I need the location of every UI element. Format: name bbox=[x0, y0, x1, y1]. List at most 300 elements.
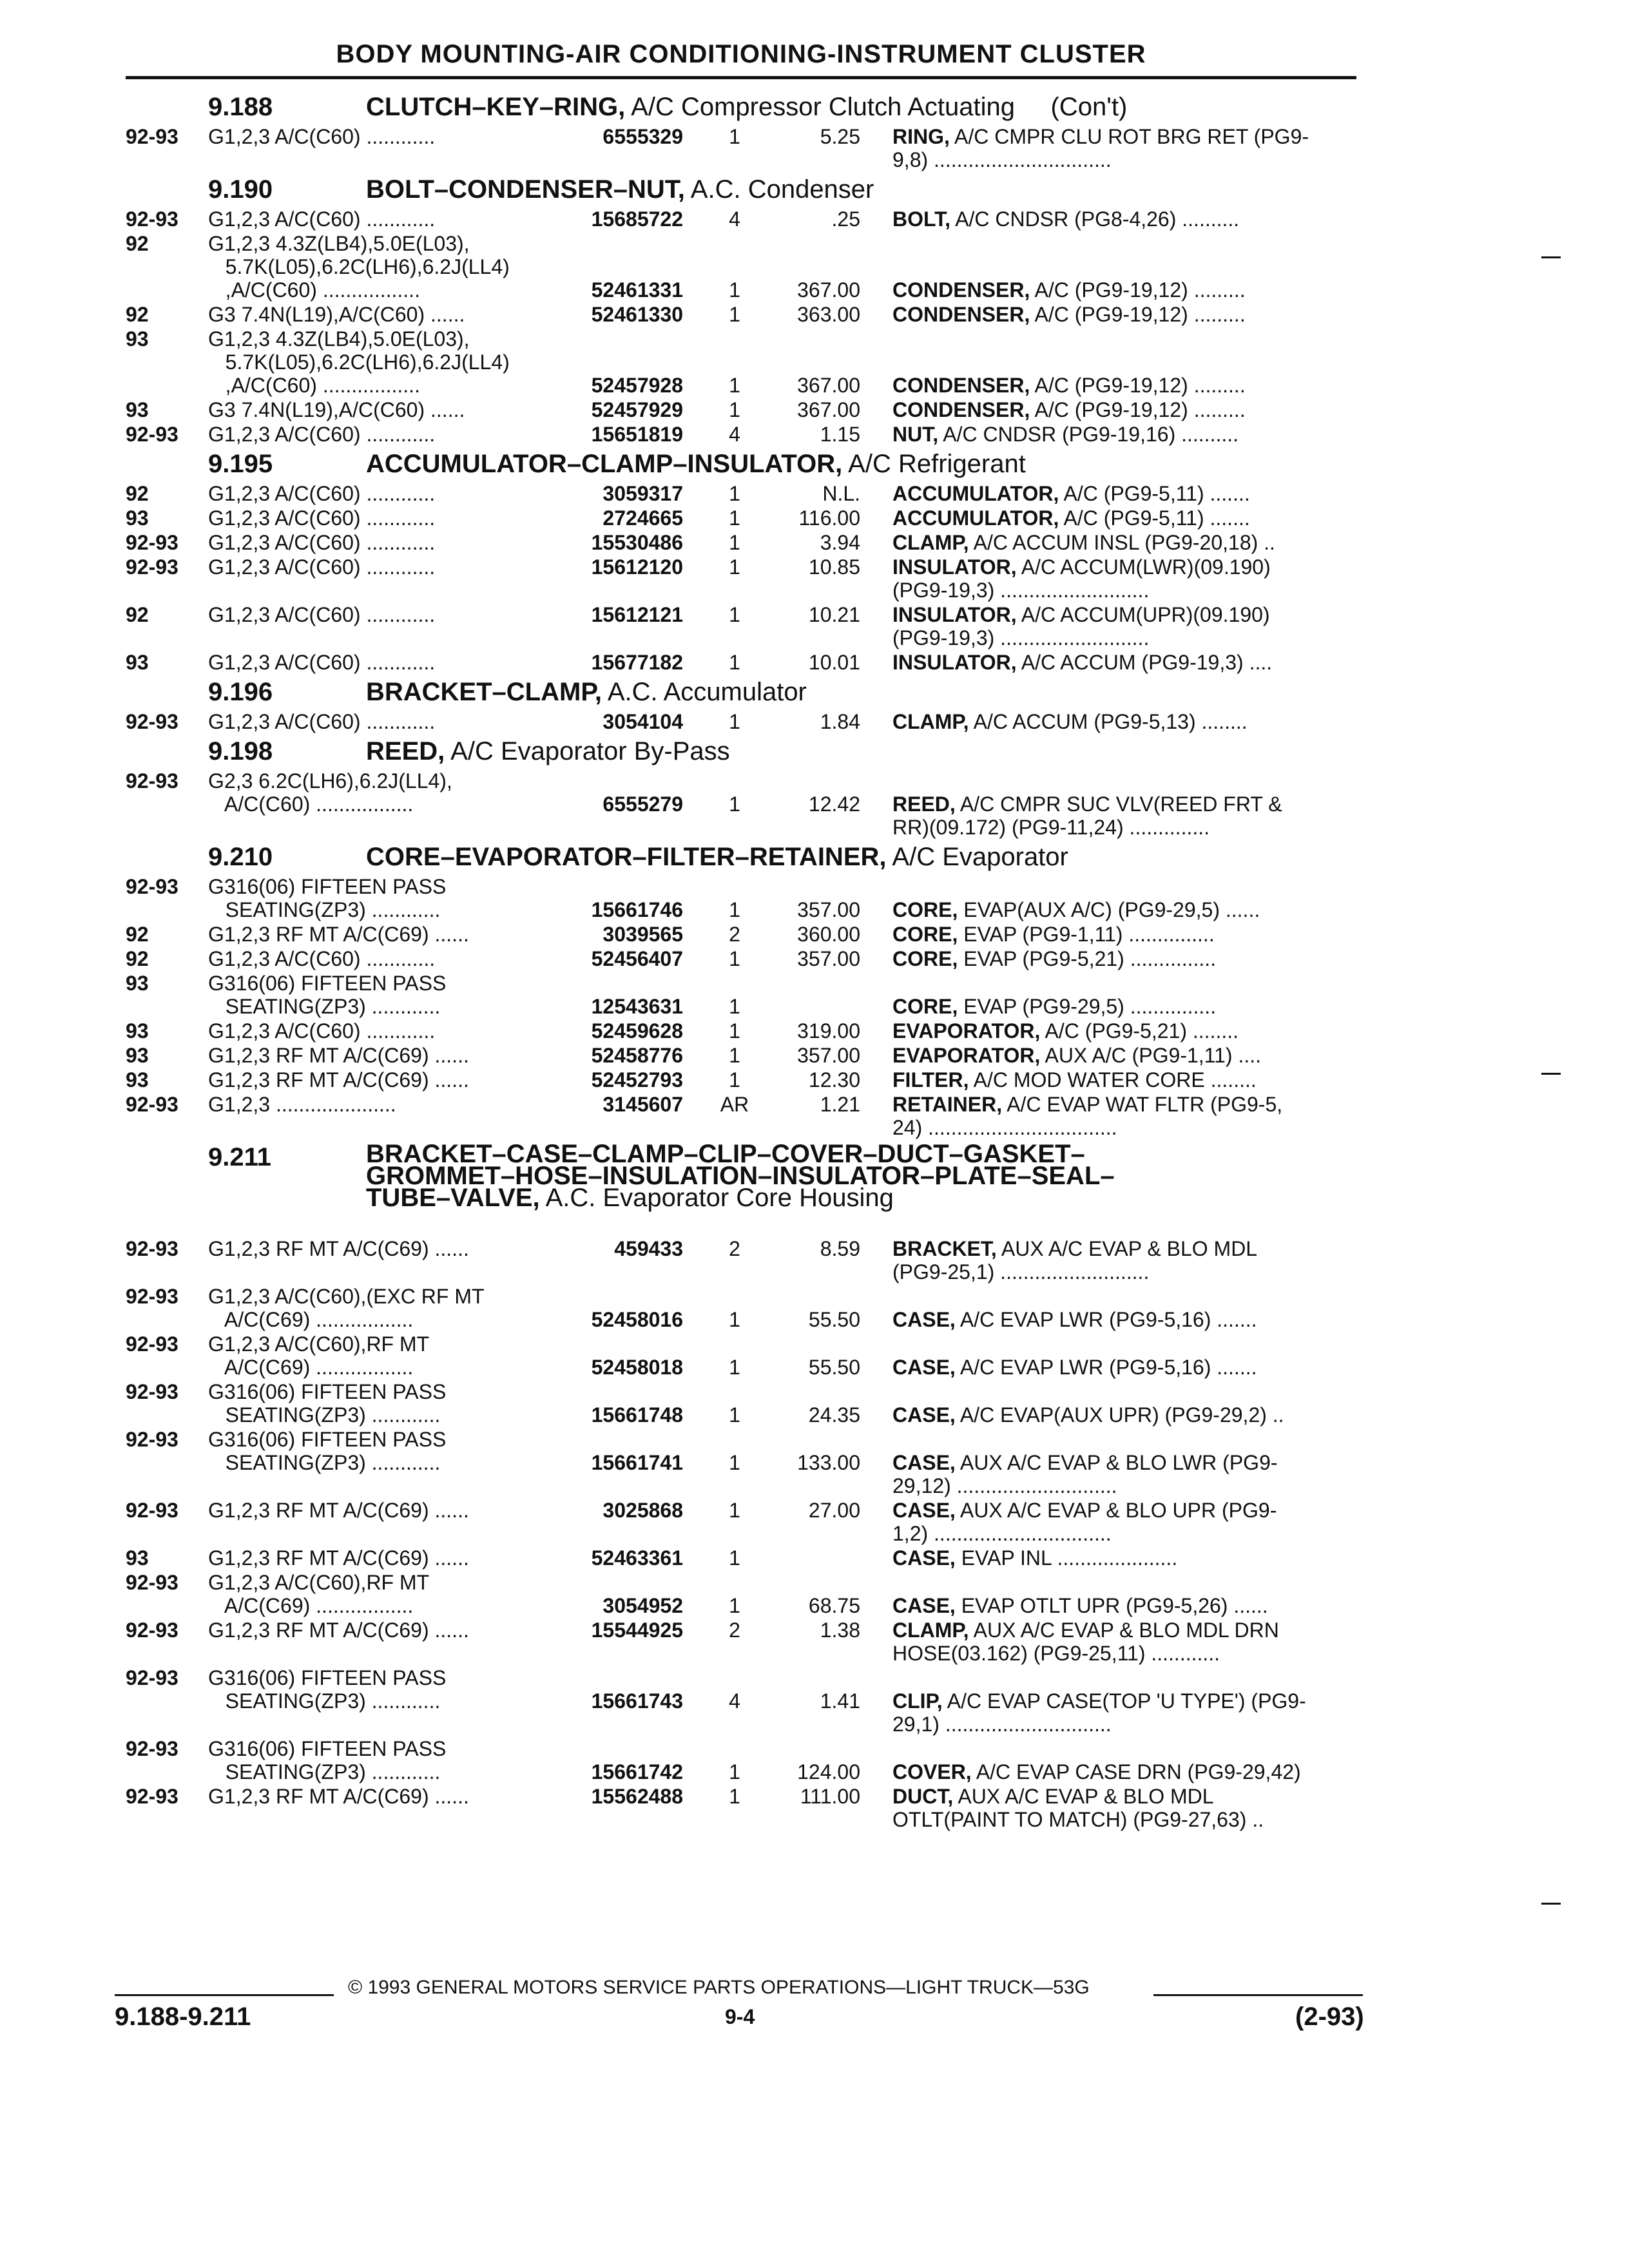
application-description: G1,2,3 A/C(C60) ............ bbox=[208, 207, 436, 231]
part-number: 3025868 bbox=[602, 1499, 683, 1522]
part-row bbox=[126, 1785, 1373, 1832]
part-name-detail: A/C MOD WATER CORE ........ bbox=[969, 1068, 1257, 1091]
part-name bbox=[892, 947, 1216, 970]
application-description: G316(06) FIFTEEN PASS SEATING(ZP3) ............ bbox=[208, 1666, 447, 1713]
price: 1.15 bbox=[820, 423, 860, 446]
part-number: 2724665 bbox=[602, 506, 683, 530]
application-description: G1,2,3 A/C(C60) ............ bbox=[208, 423, 436, 446]
price: 367.00 bbox=[797, 398, 860, 421]
part-name-detail: A/C EVAP LWR (PG9-5,16) ....... bbox=[955, 1308, 1257, 1331]
model-year: 92-93 bbox=[126, 1785, 178, 1808]
part-row bbox=[126, 1332, 1373, 1380]
part-row bbox=[126, 398, 1373, 423]
quantity: 1 bbox=[729, 1499, 740, 1522]
part-name bbox=[892, 710, 1248, 733]
part-number: 3059317 bbox=[602, 482, 683, 505]
application-description: G1,2,3 A/C(C60) ............ bbox=[208, 651, 436, 674]
margin-mark bbox=[1541, 1903, 1561, 1905]
part-number: 15661741 bbox=[591, 1451, 683, 1474]
section-title-description: A.C. Condenser bbox=[684, 175, 874, 204]
part-row bbox=[126, 506, 1373, 531]
part-name bbox=[892, 793, 1282, 839]
model-year: 92 bbox=[126, 947, 149, 970]
section-heading bbox=[126, 675, 1373, 710]
section-number: 9.195 bbox=[208, 450, 273, 478]
part-row bbox=[126, 947, 1373, 972]
part-row bbox=[126, 1619, 1373, 1666]
price: 27.00 bbox=[808, 1499, 860, 1522]
application-description: G1,2,3 A/C(C60),(EXC RF MT A/C(C69) ................. bbox=[208, 1285, 485, 1331]
part-number: 52457929 bbox=[591, 398, 683, 421]
section-number: 9.196 bbox=[208, 678, 273, 706]
quantity: 1 bbox=[729, 898, 740, 921]
part-row bbox=[126, 482, 1373, 506]
section-heading bbox=[126, 840, 1373, 875]
quantity: 1 bbox=[729, 506, 740, 530]
quantity: 1 bbox=[729, 278, 740, 302]
part-row bbox=[126, 303, 1373, 327]
section-title-keywords: BOLT–CONDENSER–NUT, bbox=[366, 175, 685, 204]
application-description: G1,2,3 A/C(C60) ............ bbox=[208, 482, 436, 505]
model-year: 92 bbox=[126, 923, 149, 946]
price: 3.94 bbox=[820, 531, 860, 554]
quantity: 1 bbox=[729, 710, 740, 733]
application-description: G1,2,3 A/C(C60),RF MT A/C(C69) ................. bbox=[208, 1571, 430, 1617]
part-name-detail: A/C ACCUM(UPR)(09.190) (PG9-19,3) .......................... bbox=[892, 603, 1270, 649]
model-year: 92-93 bbox=[126, 1380, 178, 1403]
application-description: G3 7.4N(L19),A/C(C60) ...... bbox=[208, 303, 465, 326]
part-name-detail: A/C ACCUM (PG9-19,3) .... bbox=[1016, 651, 1273, 674]
price: 55.50 bbox=[808, 1308, 860, 1331]
part-name bbox=[892, 995, 1216, 1018]
quantity: 1 bbox=[729, 125, 740, 148]
part-name-keyword: FILTER, bbox=[892, 1068, 969, 1091]
footer-rule-left bbox=[115, 1994, 334, 1996]
section-number: 9.211 bbox=[208, 1143, 271, 1171]
model-year: 93 bbox=[126, 1019, 149, 1043]
quantity: 1 bbox=[729, 374, 740, 397]
quantity: 1 bbox=[729, 1019, 740, 1043]
part-number: 52463361 bbox=[591, 1546, 683, 1570]
price: 319.00 bbox=[797, 1019, 860, 1043]
part-name-detail: A/C EVAP(AUX UPR) (PG9-29,2) .. bbox=[955, 1403, 1284, 1427]
part-row bbox=[126, 923, 1373, 947]
section-title bbox=[366, 678, 807, 707]
part-row bbox=[126, 1380, 1373, 1428]
quantity: 1 bbox=[729, 793, 740, 816]
model-year: 92-93 bbox=[126, 1237, 178, 1260]
part-name-keyword: CASE, bbox=[892, 1499, 956, 1522]
part-name-keyword: BOLT, bbox=[892, 207, 951, 231]
quantity: 1 bbox=[729, 1451, 740, 1474]
model-year: 92-93 bbox=[126, 555, 178, 579]
part-name bbox=[892, 207, 1239, 231]
model-year: 92-93 bbox=[126, 531, 178, 554]
quantity: 1 bbox=[729, 1403, 740, 1427]
model-year: 93 bbox=[126, 651, 149, 674]
application-description: G1,2,3 ..................... bbox=[208, 1093, 396, 1116]
section-number: 9.210 bbox=[208, 843, 273, 871]
footer-section-range: 9.188-9.211 bbox=[115, 2003, 251, 2031]
part-row bbox=[126, 232, 1373, 303]
price: 357.00 bbox=[797, 898, 860, 921]
section-heading bbox=[126, 447, 1373, 482]
part-number: 15544925 bbox=[591, 1619, 683, 1642]
part-name-keyword: CORE, bbox=[892, 923, 958, 946]
quantity: 1 bbox=[729, 482, 740, 505]
section-heading bbox=[126, 173, 1373, 207]
part-name-keyword: CORE, bbox=[892, 995, 958, 1018]
part-name-detail: EVAP (PG9-5,21) ............... bbox=[958, 947, 1217, 970]
part-number: 15661748 bbox=[591, 1403, 683, 1427]
part-name-keyword: EVAPORATOR, bbox=[892, 1019, 1041, 1043]
part-number: 52461330 bbox=[591, 303, 683, 326]
model-year: 92 bbox=[126, 303, 149, 326]
application-description: G1,2,3 A/C(C60) ............ bbox=[208, 710, 436, 733]
part-row bbox=[126, 1019, 1373, 1044]
part-number: 3054952 bbox=[602, 1594, 683, 1617]
quantity: 1 bbox=[729, 603, 740, 626]
price: 367.00 bbox=[797, 374, 860, 397]
application-description: G1,2,3 RF MT A/C(C69) ...... bbox=[208, 1499, 469, 1522]
part-name bbox=[892, 603, 1270, 649]
part-name bbox=[892, 423, 1239, 446]
application-description: G1,2,3 RF MT A/C(C69) ...... bbox=[208, 1044, 469, 1067]
part-name bbox=[892, 303, 1246, 326]
part-number: 15651819 bbox=[591, 423, 683, 446]
part-name bbox=[892, 1093, 1282, 1139]
model-year: 93 bbox=[126, 1546, 149, 1570]
part-name-keyword: INSULATOR, bbox=[892, 651, 1017, 674]
margin-mark bbox=[1541, 256, 1561, 258]
part-name bbox=[892, 1689, 1306, 1736]
price: 1.38 bbox=[820, 1619, 860, 1642]
part-name-keyword: EVAPORATOR, bbox=[892, 1044, 1041, 1067]
section-title-keywords: BRACKET–CASE–CLAMP–CLIP–COVER–DUCT–GASKET– GROMMET–HOSE–INSULATION–INSULATOR–PLATE–SEAL– TUBE–VALVE, bbox=[366, 1140, 1115, 1212]
section-title-description: A/C Refrigerant bbox=[842, 450, 1026, 478]
part-name-detail: A/C EVAP CASE DRN (PG9-29,42) bbox=[971, 1760, 1301, 1783]
part-name-keyword: BRACKET, bbox=[892, 1237, 997, 1260]
section-heading bbox=[126, 1140, 1373, 1237]
part-row bbox=[126, 875, 1373, 923]
part-name-detail: A/C (PG9-19,12) ......... bbox=[1030, 374, 1246, 397]
part-name-keyword: CASE, bbox=[892, 1308, 956, 1331]
price: 8.59 bbox=[820, 1237, 860, 1260]
application-description: G1,2,3 RF MT A/C(C69) ...... bbox=[208, 923, 469, 946]
section-title bbox=[366, 175, 874, 204]
part-name-detail: A/C (PG9-19,12) ......... bbox=[1030, 398, 1246, 421]
model-year: 92-93 bbox=[126, 1332, 178, 1356]
part-name bbox=[892, 1044, 1261, 1067]
price: 124.00 bbox=[797, 1760, 860, 1783]
part-name-detail: A/C (PG9-5,11) ....... bbox=[1059, 482, 1250, 505]
quantity: 1 bbox=[729, 1356, 740, 1379]
model-year: 92-93 bbox=[126, 1499, 178, 1522]
section-title bbox=[366, 1140, 1115, 1212]
model-year: 92-93 bbox=[126, 710, 178, 733]
part-name-keyword: CASE, bbox=[892, 1403, 956, 1427]
part-name-detail: A/C EVAP CASE(TOP 'U TYPE') (PG9- 29,1) ............................. bbox=[892, 1689, 1306, 1736]
quantity: 1 bbox=[729, 1594, 740, 1617]
part-row bbox=[126, 207, 1373, 232]
part-number: 3145607 bbox=[602, 1093, 683, 1116]
part-name-detail: A/C ACCUM(LWR)(09.190) (PG9-19,3) .......................... bbox=[892, 555, 1271, 602]
part-name bbox=[892, 398, 1246, 421]
section-title bbox=[366, 737, 730, 766]
part-name bbox=[892, 125, 1309, 171]
part-name bbox=[892, 923, 1215, 946]
model-year: 93 bbox=[126, 506, 149, 530]
application-description: G316(06) FIFTEEN PASS SEATING(ZP3) ............ bbox=[208, 1737, 447, 1783]
quantity: 1 bbox=[729, 1785, 740, 1808]
section-heading bbox=[126, 90, 1373, 125]
part-name-detail: EVAP INL ..................... bbox=[955, 1546, 1178, 1570]
part-row bbox=[126, 555, 1373, 603]
part-name bbox=[892, 482, 1250, 505]
part-row bbox=[126, 1499, 1373, 1546]
part-name bbox=[892, 1546, 1177, 1570]
quantity: 1 bbox=[729, 1308, 740, 1331]
price: 133.00 bbox=[797, 1451, 860, 1474]
part-name bbox=[892, 1594, 1268, 1617]
model-year: 92-93 bbox=[126, 1666, 178, 1689]
quantity: 1 bbox=[729, 398, 740, 421]
part-name bbox=[892, 651, 1272, 674]
part-name-keyword: CASE, bbox=[892, 1594, 956, 1617]
section-number: 9.190 bbox=[208, 175, 273, 204]
part-number: 3054104 bbox=[602, 710, 683, 733]
part-name-detail: A/C CNDSR (PG8-4,26) .......... bbox=[950, 207, 1240, 231]
part-name-detail: AUX A/C EVAP & BLO LWR (PG9- 29,12) ............................ bbox=[892, 1451, 1278, 1497]
part-name bbox=[892, 1019, 1239, 1043]
model-year: 92-93 bbox=[126, 1619, 178, 1642]
margin-mark bbox=[1541, 1073, 1561, 1075]
part-name bbox=[892, 898, 1260, 921]
part-name-detail: AUX A/C EVAP & BLO UPR (PG9- 1,2) ............................... bbox=[892, 1499, 1277, 1545]
part-name-detail: EVAP (PG9-1,11) ............... bbox=[958, 923, 1215, 946]
part-name bbox=[892, 1356, 1257, 1379]
quantity: 1 bbox=[729, 1760, 740, 1783]
part-name bbox=[892, 506, 1250, 530]
quantity: 1 bbox=[729, 651, 740, 674]
quantity: AR bbox=[720, 1093, 749, 1116]
application-description: G1,2,3 A/C(C60) ............ bbox=[208, 555, 436, 579]
quantity: 4 bbox=[729, 423, 740, 446]
application-description: G1,2,3 A/C(C60) ............ bbox=[208, 506, 436, 530]
footer-copyright: © 1993 GENERAL MOTORS SERVICE PARTS OPERATIONS—LIGHT TRUCK—53G bbox=[348, 1977, 1090, 1998]
part-number: 15677182 bbox=[591, 651, 683, 674]
price: 12.30 bbox=[808, 1068, 860, 1091]
part-number: 52458016 bbox=[591, 1308, 683, 1331]
price: 10.85 bbox=[808, 555, 860, 579]
application-description: G1,2,3 RF MT A/C(C69) ...... bbox=[208, 1785, 469, 1808]
quantity: 1 bbox=[729, 947, 740, 970]
price: 116.00 bbox=[798, 506, 860, 530]
part-name-detail: A/C EVAP WAT FLTR (PG9-5, 24) ................................. bbox=[892, 1093, 1283, 1139]
part-number: 52458776 bbox=[591, 1044, 683, 1067]
price: .25 bbox=[831, 207, 860, 231]
part-row bbox=[126, 327, 1373, 398]
part-name bbox=[892, 1308, 1257, 1331]
application-description: G1,2,3 RF MT A/C(C69) ...... bbox=[208, 1619, 469, 1642]
part-name bbox=[892, 1403, 1284, 1427]
part-name-keyword: CONDENSER, bbox=[892, 278, 1030, 302]
part-name bbox=[892, 1785, 1264, 1831]
section-title-keywords: CLUTCH–KEY–RING, bbox=[366, 93, 626, 121]
part-number: 15685722 bbox=[591, 207, 683, 231]
model-year: 92-93 bbox=[126, 423, 178, 446]
part-name bbox=[892, 555, 1271, 602]
section-title bbox=[366, 93, 1127, 122]
price: N.L. bbox=[822, 482, 860, 505]
model-year: 92-93 bbox=[126, 875, 178, 898]
application-description: G1,2,3 A/C(C60) ............ bbox=[208, 125, 436, 148]
part-name-detail: AUX A/C (PG9-1,11) .... bbox=[1040, 1044, 1261, 1067]
part-row bbox=[126, 1666, 1373, 1737]
part-number: 52452793 bbox=[591, 1068, 683, 1091]
model-year: 92-93 bbox=[126, 1285, 178, 1308]
model-year: 92-93 bbox=[126, 1737, 178, 1760]
part-name-detail: EVAP OTLT UPR (PG9-5,26) ...... bbox=[955, 1594, 1268, 1617]
part-number: 52456407 bbox=[591, 947, 683, 970]
price: 5.25 bbox=[820, 125, 860, 148]
part-name-keyword: CLAMP, bbox=[892, 531, 969, 554]
part-row bbox=[126, 1571, 1373, 1619]
part-name-keyword: CLIP, bbox=[892, 1689, 943, 1713]
part-number: 52459628 bbox=[591, 1019, 683, 1043]
section-number: 9.198 bbox=[208, 737, 273, 765]
part-row bbox=[126, 125, 1373, 173]
section-title-keywords: CORE–EVAPORATOR–FILTER–RETAINER, bbox=[366, 843, 887, 871]
part-row bbox=[126, 1093, 1373, 1140]
model-year: 92-93 bbox=[126, 1571, 178, 1594]
application-description: G316(06) FIFTEEN PASS SEATING(ZP3) ............ bbox=[208, 875, 447, 921]
part-number: 459433 bbox=[614, 1237, 683, 1260]
part-name-detail: A/C CMPR CLU ROT BRG RET (PG9- 9,8) ............................... bbox=[892, 125, 1309, 171]
quantity: 1 bbox=[729, 1546, 740, 1570]
model-year: 92-93 bbox=[126, 207, 178, 231]
application-description: G316(06) FIFTEEN PASS SEATING(ZP3) ............ bbox=[208, 972, 447, 1018]
page-title: BODY MOUNTING-AIR CONDITIONING-INSTRUMENT CLUSTER bbox=[336, 40, 1146, 68]
part-number: 15612121 bbox=[591, 603, 683, 626]
section-title bbox=[366, 843, 1068, 872]
quantity: 2 bbox=[729, 923, 740, 946]
model-year: 92 bbox=[126, 603, 149, 626]
part-number: 15562488 bbox=[591, 1785, 683, 1808]
price: 111.00 bbox=[800, 1785, 860, 1808]
part-row bbox=[126, 1044, 1373, 1068]
section-number: 9.188 bbox=[208, 93, 273, 121]
price: 357.00 bbox=[797, 947, 860, 970]
part-name-keyword: NUT, bbox=[892, 423, 939, 446]
part-row bbox=[126, 651, 1373, 675]
part-number: 15612120 bbox=[591, 555, 683, 579]
quantity: 1 bbox=[729, 1068, 740, 1091]
price: 1.41 bbox=[820, 1689, 860, 1713]
part-row bbox=[126, 1546, 1373, 1571]
part-name-detail: AUX A/C EVAP & BLO MDL DRN HOSE(03.162) (PG9-25,11) ............ bbox=[892, 1619, 1279, 1665]
part-number: 52457928 bbox=[591, 374, 683, 397]
part-name-keyword: DUCT, bbox=[892, 1785, 954, 1808]
footer-page-number: 9-4 bbox=[725, 2005, 755, 2028]
section-title-description: A.C. Accumulator bbox=[601, 678, 807, 706]
part-name bbox=[892, 1499, 1277, 1545]
part-name-keyword: CASE, bbox=[892, 1546, 956, 1570]
part-number: 6555329 bbox=[602, 125, 683, 148]
part-number: 3039565 bbox=[602, 923, 683, 946]
quantity: 1 bbox=[729, 303, 740, 326]
part-row bbox=[126, 769, 1373, 840]
part-name bbox=[892, 1760, 1301, 1783]
application-description: G1,2,3 4.3Z(LB4),5.0E(L03), 5.7K(L05),6.2C(LH6),6.2J(LL4) ,A/C(C60) ................. bbox=[208, 327, 510, 397]
application-description: G1,2,3 A/C(C60) ............ bbox=[208, 603, 436, 626]
quantity: 1 bbox=[729, 1044, 740, 1067]
part-name-keyword: ACCUMULATOR, bbox=[892, 506, 1059, 530]
price: 1.21 bbox=[820, 1093, 860, 1116]
application-description: G1,2,3 A/C(C60) ............ bbox=[208, 947, 436, 970]
price: 55.50 bbox=[808, 1356, 860, 1379]
part-name-detail: AUX A/C EVAP & BLO MDL OTLT(PAINT TO MATCH) (PG9-27,63) .. bbox=[892, 1785, 1264, 1831]
part-name-detail: A/C ACCUM INSL (PG9-20,18) .. bbox=[969, 531, 1275, 554]
part-row bbox=[126, 1068, 1373, 1093]
quantity: 4 bbox=[729, 1689, 740, 1713]
application-description: G316(06) FIFTEEN PASS SEATING(ZP3) ............ bbox=[208, 1428, 447, 1474]
quantity: 1 bbox=[729, 995, 740, 1018]
application-description: G1,2,3 RF MT A/C(C69) ...... bbox=[208, 1546, 469, 1570]
application-description: G1,2,3 RF MT A/C(C69) ...... bbox=[208, 1068, 469, 1091]
section-heading bbox=[126, 735, 1373, 769]
part-name-detail: EVAP (PG9-29,5) ............... bbox=[958, 995, 1217, 1018]
model-year: 92 bbox=[126, 482, 149, 505]
model-year: 93 bbox=[126, 327, 149, 351]
part-name-keyword: CLAMP, bbox=[892, 1619, 969, 1642]
model-year: 93 bbox=[126, 1068, 149, 1091]
model-year: 93 bbox=[126, 398, 149, 421]
section-title-keywords: BRACKET–CLAMP, bbox=[366, 678, 602, 706]
part-name-detail: A/C (PG9-5,11) ....... bbox=[1059, 506, 1250, 530]
model-year: 93 bbox=[126, 972, 149, 995]
application-description: G3 7.4N(L19),A/C(C60) ...... bbox=[208, 398, 465, 421]
part-name-keyword: INSULATOR, bbox=[892, 555, 1017, 579]
section-title-description: A/C Evaporator By-Pass bbox=[445, 737, 730, 765]
part-row bbox=[126, 1285, 1373, 1332]
part-name-keyword: CASE, bbox=[892, 1451, 956, 1474]
application-description: G1,2,3 A/C(C60) ............ bbox=[208, 531, 436, 554]
part-name-keyword: CASE, bbox=[892, 1356, 956, 1379]
part-name bbox=[892, 1237, 1257, 1283]
part-name bbox=[892, 1619, 1279, 1665]
part-name bbox=[892, 278, 1246, 302]
part-name-keyword: CLAMP, bbox=[892, 710, 969, 733]
price: 363.00 bbox=[797, 303, 860, 326]
part-row bbox=[126, 1737, 1373, 1785]
part-number: 52461331 bbox=[591, 278, 683, 302]
part-name-keyword: COVER, bbox=[892, 1760, 972, 1783]
part-row bbox=[126, 1237, 1373, 1285]
part-name-keyword: CORE, bbox=[892, 898, 958, 921]
price: 12.42 bbox=[808, 793, 860, 816]
price: 10.01 bbox=[808, 651, 860, 674]
part-name-keyword: CONDENSER, bbox=[892, 303, 1030, 326]
part-row bbox=[126, 531, 1373, 555]
application-description: G316(06) FIFTEEN PASS SEATING(ZP3) ............ bbox=[208, 1380, 447, 1427]
application-description: G1,2,3 A/C(C60) ............ bbox=[208, 1019, 436, 1043]
part-row bbox=[126, 423, 1373, 447]
section-title-description: A.C. Evaporator Core Housing bbox=[539, 1184, 894, 1212]
quantity: 2 bbox=[729, 1619, 740, 1642]
part-name-detail: A/C (PG9-19,12) ......... bbox=[1030, 303, 1246, 326]
part-name-keyword: RING, bbox=[892, 125, 950, 148]
